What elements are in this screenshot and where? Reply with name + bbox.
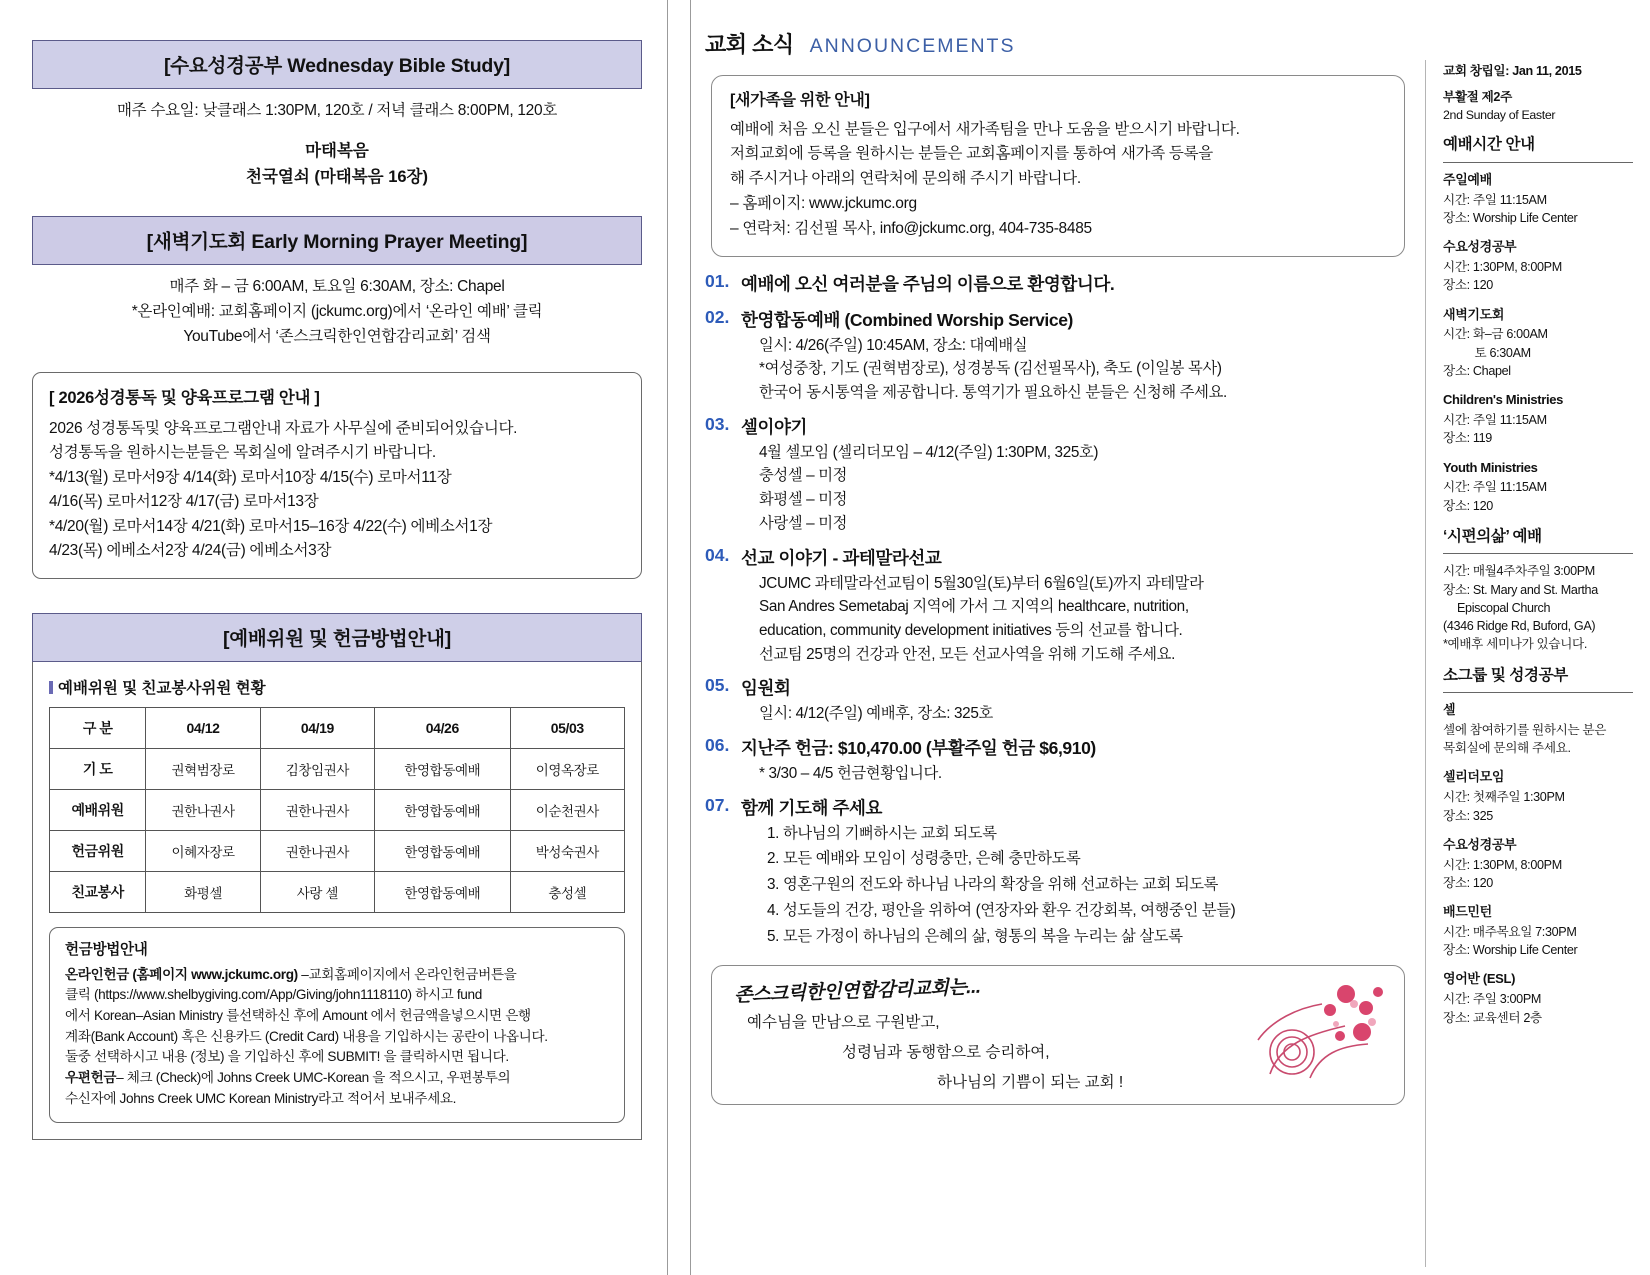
new-family-title: [새가족을 위한 안내] bbox=[730, 92, 870, 109]
psalm-line-4: *예배후 세미나가 있습니다. bbox=[1443, 637, 1587, 652]
reading-plan-line-4: *4/20(월) 로마서14장 4/21(화) 로마서15–16장 4/22(수) 에베소서1장 bbox=[49, 517, 493, 535]
accent-bar-icon bbox=[49, 681, 53, 694]
psalm-line-1: 장소: St. Mary and St. Martha bbox=[1443, 582, 1598, 597]
reading-plan-line-1: 성경통독을 원하시는분들은 목회실에 알려주시기 바랍니다. bbox=[49, 444, 436, 462]
worship-group-sunday bbox=[1443, 171, 1633, 227]
small-group-cell bbox=[1443, 701, 1633, 757]
giving-line-6: – 체크 (Check)에 Johns Creek UMC-Korean 을 적으시고, 우편봉투의 bbox=[116, 1069, 511, 1085]
col-header-2: 04/19 bbox=[260, 707, 374, 748]
worship-group-4-line-0: 시간: 주일 11:15AM bbox=[1443, 480, 1547, 495]
giving-line-5: 둘중 선택하시고 내용 (정보) 을 기입하신 후에 SUBMIT! 을 클릭하시면 됩니다. bbox=[65, 1049, 509, 1065]
row-3-col-1: 화평셀 bbox=[146, 871, 260, 912]
announcement-head-05: 임원회 bbox=[741, 678, 791, 699]
left-column bbox=[32, 40, 642, 1140]
worship-group-2-line-2: 장소: Chapel bbox=[1443, 363, 1511, 378]
announcement-body-06 bbox=[741, 735, 1405, 786]
row-2-col-1: 이혜자장로 bbox=[146, 830, 260, 871]
worship-committee-table bbox=[49, 707, 625, 913]
worship-group-2-line-0: 시간: 화–금 6:00AM bbox=[1443, 327, 1548, 342]
announcement-number-03: 03. bbox=[705, 413, 730, 434]
worship-group-0-line-0: 시간: 주일 11:15AM bbox=[1443, 192, 1547, 207]
row-0-label: 기 도 bbox=[50, 748, 146, 789]
table-header-row bbox=[50, 707, 625, 748]
announcement-03-line-2: 화평셀 – 미정 bbox=[759, 491, 848, 509]
row-2-col-2: 권한나권사 bbox=[260, 830, 374, 871]
announcement-body-03 bbox=[741, 414, 1405, 536]
worship-group-wednesday bbox=[1443, 238, 1633, 294]
announcement-03-line-1: 충성셀 – 미정 bbox=[759, 467, 848, 485]
slogan-handwritten-title: 존스크릭한인연합감리교회는... bbox=[733, 976, 981, 1006]
announcement-04-line-2: education, community development initiatives 등의 선교를 합니다. bbox=[759, 621, 1183, 639]
small-group-4-line-0: 시간: 주일 3:00PM bbox=[1443, 992, 1542, 1007]
giving-line-1: –교회홈페이지에서 온라인헌금버튼을 bbox=[297, 966, 517, 982]
announcement-02-line-2: 한국어 동시통역을 제공합니다. 통역기가 필요하신 분들은 신청해 주세요. bbox=[759, 383, 1227, 401]
small-group-esl bbox=[1443, 970, 1633, 1026]
new-family-line-2: 해 주시거나 아래의 연락처에 문의해 주시기 바랍니다. bbox=[730, 170, 1081, 188]
bible-study-topic: 천국열쇠 (마태복음 16장) bbox=[246, 167, 428, 186]
flower-decoration-icon bbox=[1250, 974, 1390, 1094]
small-group-0-title: 셀 bbox=[1443, 702, 1456, 718]
bible-study-title: [수요성경공부 Wednesday Bible Study] bbox=[32, 40, 642, 89]
small-group-4-title: 영어반 (ESL) bbox=[1443, 971, 1516, 987]
row-2-col-3: 한영합동예배 bbox=[375, 830, 511, 871]
worship-times-header: 예배시간 안내 bbox=[1443, 134, 1633, 162]
offering-total: 지난주 헌금: $10,470.00 (부활주일 헌금 $6,910) bbox=[741, 738, 1096, 759]
early-prayer-title: [새벽기도회 Early Morning Prayer Meeting] bbox=[32, 216, 642, 265]
small-group-2-line-1: 장소: 120 bbox=[1443, 875, 1493, 890]
row-1-col-4: 이순천권사 bbox=[510, 789, 624, 830]
announcement-number-02: 02. bbox=[705, 306, 730, 327]
slogan-line-1: 예수님을 만남으로 구원받고, bbox=[747, 1013, 940, 1031]
worship-group-children bbox=[1443, 391, 1633, 447]
church-founded-date: 교회 창립일: Jan 11, 2015 bbox=[1443, 64, 1582, 78]
announcement-body-02 bbox=[741, 307, 1405, 405]
col-header-1: 04/12 bbox=[146, 707, 260, 748]
giving-line-3: 에서 Korean–Asian Ministry 를선택하신 후에 Amount 에서 헌금액을넣으시면 은행 bbox=[65, 1008, 531, 1024]
table-row bbox=[50, 871, 625, 912]
small-group-3-line-0: 시간: 매주목요일 7:30PM bbox=[1443, 924, 1577, 939]
row-3-col-3: 한영합동예배 bbox=[375, 871, 511, 912]
worship-group-3-title: Children's Ministries bbox=[1443, 392, 1563, 408]
announcement-item-04 bbox=[705, 545, 1405, 667]
announcement-05-line-0: 일시: 4/12(주일) 예배후, 장소: 325호 bbox=[759, 705, 993, 723]
column-divider-left bbox=[667, 0, 668, 1275]
giving-title: 헌금방법안내 bbox=[65, 941, 148, 958]
worship-group-4-title: Youth Ministries bbox=[1443, 459, 1538, 475]
small-group-2-line-0: 시간: 1:30PM, 8:00PM bbox=[1443, 857, 1562, 872]
worship-group-3-line-1: 장소: 119 bbox=[1443, 431, 1492, 446]
liturgical-season-ko: 부활절 제2주 bbox=[1443, 90, 1512, 105]
psalm-line-3: (4346 Ridge Rd, Buford, GA) bbox=[1443, 619, 1596, 634]
row-1-col-3: 한영합동예배 bbox=[375, 789, 511, 830]
announcement-02-line-1: *여성중창, 기도 (권혁범장로), 성경봉독 (김선필목사), 축도 (이일봉 목사) bbox=[759, 360, 1222, 378]
row-1-col-2: 권한나권사 bbox=[260, 789, 374, 830]
prayer-item-1: 1. 하나님의 기뻐하시는 교회 되도록 bbox=[767, 824, 997, 842]
announcement-head-03: 셀이야기 bbox=[741, 416, 808, 437]
liturgical-season-en: 2nd Sunday of Easter bbox=[1443, 107, 1556, 122]
new-family-website: – 홈페이지: www.jckumc.org bbox=[730, 194, 917, 212]
bible-study-book: 마태복음 bbox=[305, 142, 369, 161]
announcement-head-02: 한영합동예배 (Combined Worship Service) bbox=[741, 309, 1073, 330]
small-group-0-line-1: 목회실에 문의해 주세요. bbox=[1443, 741, 1571, 756]
announcement-item-03 bbox=[705, 414, 1405, 536]
giving-info-box bbox=[49, 927, 625, 1124]
slogan-line-3: 하나님의 기쁨이 되는 교회 ! bbox=[937, 1073, 1124, 1091]
giving-line-2: 클릭 (https://www.shelbygiving.com/App/Giving/john1118110) 하시고 fund bbox=[65, 987, 482, 1003]
reading-plan-line-3: 4/16(목) 로마서12장 4/17(금) 로마서13장 bbox=[49, 493, 319, 511]
announcement-number-01: 01. bbox=[705, 270, 730, 291]
row-0-col-4: 이영옥장로 bbox=[510, 748, 624, 789]
worship-committee-panel bbox=[32, 662, 642, 1141]
small-group-header: 소그룹 및 성경공부 bbox=[1443, 665, 1633, 693]
announcements-title-ko: 교회 소식 bbox=[705, 32, 794, 57]
reading-plan-line-0: 2026 성경통독및 양육프로그램안내 자료가 사무실에 준비되어있습니다. bbox=[49, 419, 518, 437]
row-0-col-2: 김창임권사 bbox=[260, 748, 374, 789]
small-group-1-line-0: 시간: 첫째주일 1:30PM bbox=[1443, 790, 1565, 805]
announcement-body-07 bbox=[741, 795, 1405, 951]
small-group-cell-leaders bbox=[1443, 768, 1633, 824]
bible-study-schedule: 매주 수요일: 낮클래스 1:30PM, 120호 / 저녁 클래스 8:00PM, 120호 bbox=[116, 102, 557, 119]
announcement-04-line-3: 선교팀 25명의 건강과 안전, 모든 선교사역을 위해 기도해 주세요. bbox=[759, 645, 1175, 663]
worship-group-1-line-1: 장소: 120 bbox=[1443, 278, 1493, 293]
column-divider-sidebar bbox=[1425, 60, 1426, 1267]
prayer-item-4: 4. 성도들의 건강, 평안을 위하여 (연장자와 환우 건강회복, 여행중인 분들) bbox=[767, 902, 1236, 920]
early-prayer-line3: YouTube에서 ‘존스크릭한인연합감리교회’ 검색 bbox=[183, 328, 491, 346]
col-header-0: 구 분 bbox=[50, 707, 146, 748]
col-header-3: 04/26 bbox=[375, 707, 511, 748]
small-group-0-line-0: 셀에 참여하기를 원하시는 분은 bbox=[1443, 722, 1607, 737]
announcement-number-04: 04. bbox=[705, 544, 730, 565]
small-group-wednesday-study bbox=[1443, 836, 1633, 892]
announcement-06-line-0: * 3/30 – 4/5 헌금현황입니다. bbox=[759, 765, 942, 783]
row-1-col-1: 권한나권사 bbox=[146, 789, 260, 830]
giving-mail-line bbox=[65, 1068, 609, 1089]
slogan-line-2: 성령님과 동행함으로 승리하여, bbox=[842, 1043, 1050, 1061]
worship-group-4-line-1: 장소: 120 bbox=[1443, 498, 1493, 513]
table-row bbox=[50, 748, 625, 789]
church-slogan-box bbox=[711, 965, 1405, 1105]
reading-plan-box bbox=[32, 372, 642, 579]
prayer-item-2: 2. 모든 예배와 모임이 성령충만, 은혜 충만하도록 bbox=[767, 850, 1081, 868]
giving-online-line bbox=[65, 965, 609, 986]
early-prayer-line1: 매주 화 – 금 6:00AM, 토요일 6:30AM, 장소: Chapel bbox=[169, 278, 505, 296]
announcements-title-en: ANNOUNCEMENTS bbox=[809, 35, 1016, 57]
announcement-item-05 bbox=[705, 675, 1405, 726]
announcement-item-06 bbox=[705, 735, 1405, 786]
small-group-3-title: 배드민턴 bbox=[1443, 904, 1492, 920]
row-1-label: 예배위원 bbox=[50, 789, 146, 830]
announcement-body-05 bbox=[741, 675, 1405, 726]
worship-committee-band: [예배위원 및 헌금방법안내] bbox=[32, 613, 642, 662]
giving-mail-label: 우편헌금 bbox=[65, 1069, 117, 1085]
row-2-label: 헌금위원 bbox=[50, 830, 146, 871]
psalm-worship-info bbox=[1443, 562, 1633, 653]
announcement-03-line-0: 4월 셀모임 (셀리더모임 – 4/12(주일) 1:30PM, 325호) bbox=[759, 443, 1099, 461]
early-prayer-line2: *온라인예배: 교회홈페이지 (jckumc.org)에서 ‘온라인 예배’ 클릭 bbox=[131, 303, 543, 321]
new-family-line-0: 예배에 처음 오신 분들은 입구에서 새가족팀을 만나 도움을 받으시기 바랍니다. bbox=[730, 120, 1240, 138]
psalm-line-2: Episcopal Church bbox=[1457, 600, 1551, 615]
announcement-head-04: 선교 이야기 - 과테말라선교 bbox=[741, 547, 942, 568]
row-3-col-2: 사랑 셀 bbox=[260, 871, 374, 912]
announcement-02-line-0: 일시: 4/26(주일) 10:45AM, 장소: 대예배실 bbox=[759, 336, 1028, 354]
announcement-item-02 bbox=[705, 307, 1405, 405]
worship-committee-head bbox=[49, 676, 625, 698]
prayer-item-5: 5. 모든 가정이 하나님의 은혜의 삶, 형통의 복을 누리는 삶 살도록 bbox=[767, 927, 1183, 945]
row-2-col-4: 박성숙권사 bbox=[510, 830, 624, 871]
giving-online-label: 온라인헌금 (홈페이지 www.jckumc.org) bbox=[65, 966, 298, 982]
small-group-2-title: 수요성경공부 bbox=[1443, 836, 1517, 852]
prayer-list bbox=[741, 822, 1405, 950]
column-divider-right bbox=[690, 0, 691, 1275]
small-group-1-line-1: 장소: 325 bbox=[1443, 808, 1493, 823]
announcement-04-line-0: JCUMC 과테말라선교팀이 5월30일(토)부터 6월6일(토)까지 과테말라 bbox=[759, 574, 1204, 592]
row-0-col-3: 한영합동예배 bbox=[375, 748, 511, 789]
new-family-contact: – 연락처: 김선필 목사, info@jckumc.org, 404-735-8485 bbox=[730, 219, 1092, 237]
worship-group-dawn bbox=[1443, 306, 1633, 381]
worship-group-2-line-1: 토 6:30AM bbox=[1443, 345, 1531, 360]
worship-committee-head-text: 예배위원 및 친교봉사위원 현황 bbox=[58, 679, 266, 697]
col-header-4: 05/03 bbox=[510, 707, 624, 748]
prayer-item-3: 3. 영혼구원의 전도와 하나님 나라의 확장을 위해 선교하는 교회 되도록 bbox=[767, 876, 1219, 894]
small-group-1-title: 셀리더모임 bbox=[1443, 769, 1505, 785]
row-3-label: 친교봉사 bbox=[50, 871, 146, 912]
announcement-head-01: 예배에 오신 여러분을 주님의 이름으로 환영합니다. bbox=[741, 273, 1115, 294]
new-family-box bbox=[711, 75, 1405, 257]
announcement-number-06: 06. bbox=[705, 735, 730, 756]
prayer-head: 함께 기도해 주세요 bbox=[741, 797, 882, 818]
row-3-col-4: 충성셀 bbox=[510, 871, 624, 912]
announcement-item-07 bbox=[705, 795, 1405, 951]
announcement-item-01 bbox=[705, 271, 1405, 298]
announcement-number-07: 07. bbox=[705, 794, 730, 815]
info-sidebar bbox=[1443, 62, 1633, 1038]
table-row bbox=[50, 789, 625, 830]
reading-plan-line-2: *4/13(월) 로마서9장 4/14(화) 로마서10장 4/15(수) 로마서11장 bbox=[49, 468, 452, 486]
giving-line-4: 계좌(Bank Account) 혹은 신용카드 (Credit Card) 내용을 기입하시는 공란이 나옵니다. bbox=[65, 1028, 548, 1044]
small-group-4-line-1: 장소: 교육센터 2층 bbox=[1443, 1010, 1542, 1025]
announcement-body-01 bbox=[741, 271, 1405, 298]
worship-group-0-title: 주일예배 bbox=[1443, 171, 1492, 187]
worship-group-0-line-1: 장소: Worship Life Center bbox=[1443, 211, 1578, 226]
announcements-column bbox=[705, 28, 1405, 1105]
small-group-3-line-1: 장소: Worship Life Center bbox=[1443, 943, 1578, 958]
announcement-04-line-1: San Andres Semetabaj 지역에 가서 그 지역의 healthcare, nutrition, bbox=[759, 598, 1189, 616]
reading-plan-title: [ 2026성경통독 및 양육프로그램 안내 ] bbox=[49, 388, 320, 407]
announcement-03-line-3: 사랑셀 – 미정 bbox=[759, 514, 848, 532]
small-group-badminton bbox=[1443, 903, 1633, 959]
announcements-header bbox=[705, 28, 1405, 59]
worship-group-2-title: 새벽기도회 bbox=[1443, 306, 1505, 322]
table-row bbox=[50, 830, 625, 871]
worship-group-1-title: 수요성경공부 bbox=[1443, 239, 1517, 255]
reading-plan-line-5: 4/23(목) 에베소서2장 4/24(금) 에베소서3장 bbox=[49, 542, 332, 560]
announcement-number-05: 05. bbox=[705, 675, 730, 696]
giving-line-7: 수신자에 Johns Creek UMC Korean Ministry라고 적어서 보내주세요. bbox=[65, 1090, 457, 1106]
worship-group-3-line-0: 시간: 주일 11:15AM bbox=[1443, 413, 1547, 428]
psalm-line-0: 시간: 매월4주차주일 3:00PM bbox=[1443, 564, 1595, 579]
announcement-body-04 bbox=[741, 545, 1405, 667]
psalm-worship-header: ‘시편의삶’ 예배 bbox=[1443, 526, 1633, 554]
row-0-col-1: 권혁범장로 bbox=[146, 748, 260, 789]
worship-group-youth bbox=[1443, 459, 1633, 515]
new-family-line-1: 저희교회에 등록을 원하시는 분들은 교회홈페이지를 통하여 새가족 등록을 bbox=[730, 145, 1213, 163]
worship-group-1-line-0: 시간: 1:30PM, 8:00PM bbox=[1443, 260, 1562, 275]
